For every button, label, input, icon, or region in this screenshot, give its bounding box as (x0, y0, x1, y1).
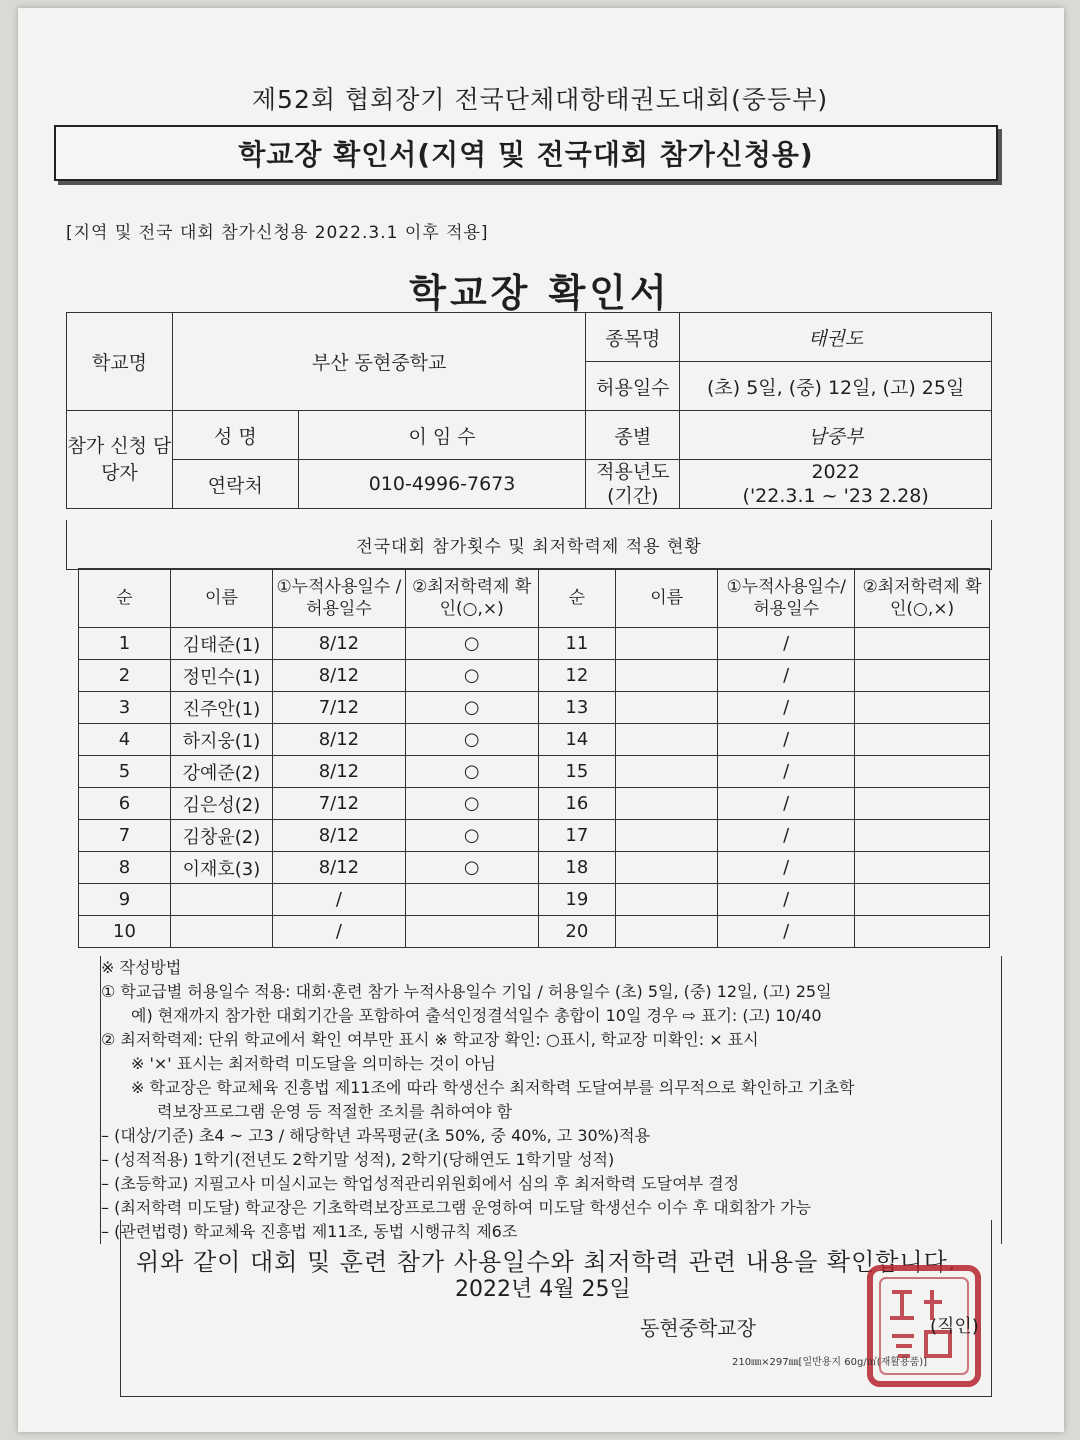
table-row (79, 884, 990, 916)
cell-no: 12 (538, 660, 616, 692)
cell-name: 하지웅(1) (170, 724, 272, 756)
school-value: 부산 동현중학교 (172, 313, 586, 411)
cell-check (855, 820, 990, 852)
cell-check: ○ (405, 660, 538, 692)
seal-label: (직인) (930, 1316, 979, 1337)
cell-name (616, 724, 718, 756)
table-row (79, 628, 990, 660)
cell-no: 2 (79, 660, 171, 692)
cell-days: / (718, 724, 855, 756)
cell-check (855, 724, 990, 756)
roster-header-row (79, 569, 990, 628)
col-no: 순 (79, 569, 171, 628)
table-row (79, 756, 990, 788)
cell-days: 8/12 (273, 724, 406, 756)
roster-title: 전국대회 참가횟수 및 최저학력제 적용 현황 (66, 520, 992, 570)
cell-name: 정민수(1) (170, 660, 272, 692)
notes-section (100, 956, 1002, 1244)
apply-note: [지역 및 전국 대회 참가신청용 2022.3.1 이후 적용] (66, 223, 489, 243)
cell-days: / (273, 916, 406, 948)
note-1-example: 예) 현재까지 참가한 대회기간을 포함하여 출석인정결석일수 총합이 10일 경우 ⇨ 표기: (고) 10/40 (131, 1006, 822, 1025)
event-value: 태권도 (680, 313, 992, 362)
cell-days: 8/12 (273, 852, 406, 884)
cell-days: / (718, 884, 855, 916)
detail-5: – (관련법령) 학교체육 진흥법 제11조, 동법 시행규칙 제6조 (101, 1222, 518, 1241)
table-row (79, 820, 990, 852)
cell-check (855, 692, 990, 724)
cell-days: / (718, 692, 855, 724)
table-row (79, 852, 990, 884)
division-value: 남중부 (680, 411, 992, 460)
cell-check (855, 852, 990, 884)
event-label: 종목명 (586, 313, 680, 362)
cell-days: / (718, 660, 855, 692)
name-value: 이 임 수 (298, 411, 586, 460)
cell-days: 7/12 (273, 692, 406, 724)
cell-check (405, 916, 538, 948)
cell-check (405, 884, 538, 916)
cell-check: ○ (405, 724, 538, 756)
cell-name: 김은성(2) (170, 788, 272, 820)
contact-value: 010-4996-7673 (298, 460, 586, 509)
cell-no: 7 (79, 820, 171, 852)
cell-check (855, 756, 990, 788)
table-row (79, 788, 990, 820)
note-2b: ※ 학교장은 학교체육 진흥법 제11조에 따라 학생선수 최저학력 도달여부를 의무적으로 확인하고 기초학 (131, 1078, 855, 1097)
cell-name (616, 820, 718, 852)
table-row (79, 724, 990, 756)
cell-no: 19 (538, 884, 616, 916)
table-row (79, 692, 990, 724)
cell-days: 8/12 (273, 628, 406, 660)
cell-days: / (273, 884, 406, 916)
notes-heading: ※ 작성방법 (101, 958, 182, 977)
cell-no: 16 (538, 788, 616, 820)
cell-name (616, 692, 718, 724)
table-row (79, 916, 990, 948)
note-1: ① 학교급별 허용일수 적용: 대회·훈련 참가 누적사용일수 기입 / 허용일수 (초) 5일, (중) 12일, (고) 25일 (101, 982, 832, 1001)
cell-no: 8 (79, 852, 171, 884)
period-value: ('22.3.1 ~ '23 2.28) (742, 485, 929, 507)
col-days-right: ①누적사용일수/ 허용일수 (718, 569, 855, 628)
col-name: 이름 (170, 569, 272, 628)
cell-days: / (718, 820, 855, 852)
detail-3: – (초등학교) 지필고사 미실시교는 학업성적관리위원회에서 심의 후 최저학력 도달여부 결정 (101, 1174, 740, 1193)
cell-days: / (718, 916, 855, 948)
cell-name (616, 660, 718, 692)
cell-no: 17 (538, 820, 616, 852)
note-2a: ※ '×' 표시는 최저학력 미도달을 의미하는 것이 아님 (131, 1054, 496, 1073)
cell-name (170, 916, 272, 948)
note-2: ② 최저학력제: 단위 학교에서 확인 여부만 표시 ※ 학교장 확인: ○표시, 학교장 미확인: × 표시 (101, 1030, 759, 1049)
cell-check (855, 660, 990, 692)
cell-days: / (718, 788, 855, 820)
cell-check (855, 884, 990, 916)
name-label: 성 명 (172, 411, 298, 460)
cell-days: / (718, 628, 855, 660)
cell-check: ○ (405, 692, 538, 724)
cell-name (616, 884, 718, 916)
cell-no: 13 (538, 692, 616, 724)
cell-name (616, 628, 718, 660)
cell-no: 3 (79, 692, 171, 724)
person-label: 참가 신청 담당자 (67, 411, 173, 509)
year-label: 적용년도 (기간) (586, 460, 680, 509)
cell-no: 10 (79, 916, 171, 948)
cell-name: 김창윤(2) (170, 820, 272, 852)
info-table (66, 312, 992, 509)
cell-check (855, 916, 990, 948)
cell-no: 11 (538, 628, 616, 660)
cell-no: 20 (538, 916, 616, 948)
cell-no: 15 (538, 756, 616, 788)
cell-check: ○ (405, 628, 538, 660)
document-title: 학교장 확인서 (409, 271, 671, 315)
table-row (79, 660, 990, 692)
detail-2: – (성적적용) 1학기(전년도 2학기말 성적), 2학기(당해연도 1학기말 성적) (101, 1150, 615, 1169)
paper-spec: 210㎜×297㎜[일반용지 60g/㎡(재활용품)] (732, 1357, 928, 1368)
cell-days: / (718, 852, 855, 884)
school-label: 학교명 (67, 313, 173, 411)
cell-no: 5 (79, 756, 171, 788)
cell-days: 8/12 (273, 660, 406, 692)
year-value: 2022 (811, 461, 860, 483)
cell-name (616, 852, 718, 884)
cell-no: 1 (79, 628, 171, 660)
note-2c: 력보장프로그램 운영 등 적절한 조치를 취하여야 함 (157, 1102, 513, 1121)
event-title: 제52회 협회장기 전국단체대항태권도대회(중등부) (251, 85, 829, 114)
cell-check: ○ (405, 788, 538, 820)
cell-name: 이재호(3) (170, 852, 272, 884)
detail-4: – (최저학력 미도달) 학교장은 기초학력보장프로그램 운영하여 미도달 학생선수 이수 후 대회참가 가능 (101, 1198, 812, 1217)
allowed-days-label: 허용일수 (586, 362, 680, 411)
cell-no: 9 (79, 884, 171, 916)
cell-name (170, 884, 272, 916)
col-name-right: 이름 (616, 569, 718, 628)
year-cell (680, 460, 992, 509)
detail-1: – (대상/기준) 초4 ~ 고3 / 해당학년 과목평균(초 50%, 중 40%, 고 30%)적용 (101, 1126, 651, 1145)
cell-name: 진주안(1) (170, 692, 272, 724)
cell-no: 4 (79, 724, 171, 756)
cell-check: ○ (405, 820, 538, 852)
cell-check: ○ (405, 852, 538, 884)
principal-name: 동현중학교장 (640, 1316, 756, 1340)
allowed-days-value: (초) 5일, (중) 12일, (고) 25일 (680, 362, 992, 411)
cell-days: 8/12 (273, 756, 406, 788)
col-check-right: ②최저학력제 확인(○,×) (855, 569, 990, 628)
cell-name (616, 916, 718, 948)
cell-name: 강예준(2) (170, 756, 272, 788)
division-label: 종별 (586, 411, 680, 460)
cell-no: 18 (538, 852, 616, 884)
cell-name (616, 756, 718, 788)
cell-days: 8/12 (273, 820, 406, 852)
cell-no: 6 (79, 788, 171, 820)
cell-name: 김태준(1) (170, 628, 272, 660)
cell-check: ○ (405, 756, 538, 788)
contact-label: 연락처 (172, 460, 298, 509)
issue-date: 2022년 4월 25일 (455, 1277, 631, 1302)
banner-title: 학교장 확인서(지역 및 전국대회 참가신청용) (54, 125, 998, 181)
confirm-statement: 위와 같이 대회 및 훈련 참가 사용일수와 최저학력 관련 내용을 확인합니다. (136, 1248, 957, 1276)
cell-no: 14 (538, 724, 616, 756)
col-no-right: 순 (538, 569, 616, 628)
cell-check (855, 788, 990, 820)
cell-days: 7/12 (273, 788, 406, 820)
cell-days: / (718, 756, 855, 788)
col-days: ①누적사용일수 /허용일수 (273, 569, 406, 628)
col-check: ②최저학력제 확인(○,×) (405, 569, 538, 628)
cell-name (616, 788, 718, 820)
roster-table (78, 568, 990, 948)
cell-check (855, 628, 990, 660)
